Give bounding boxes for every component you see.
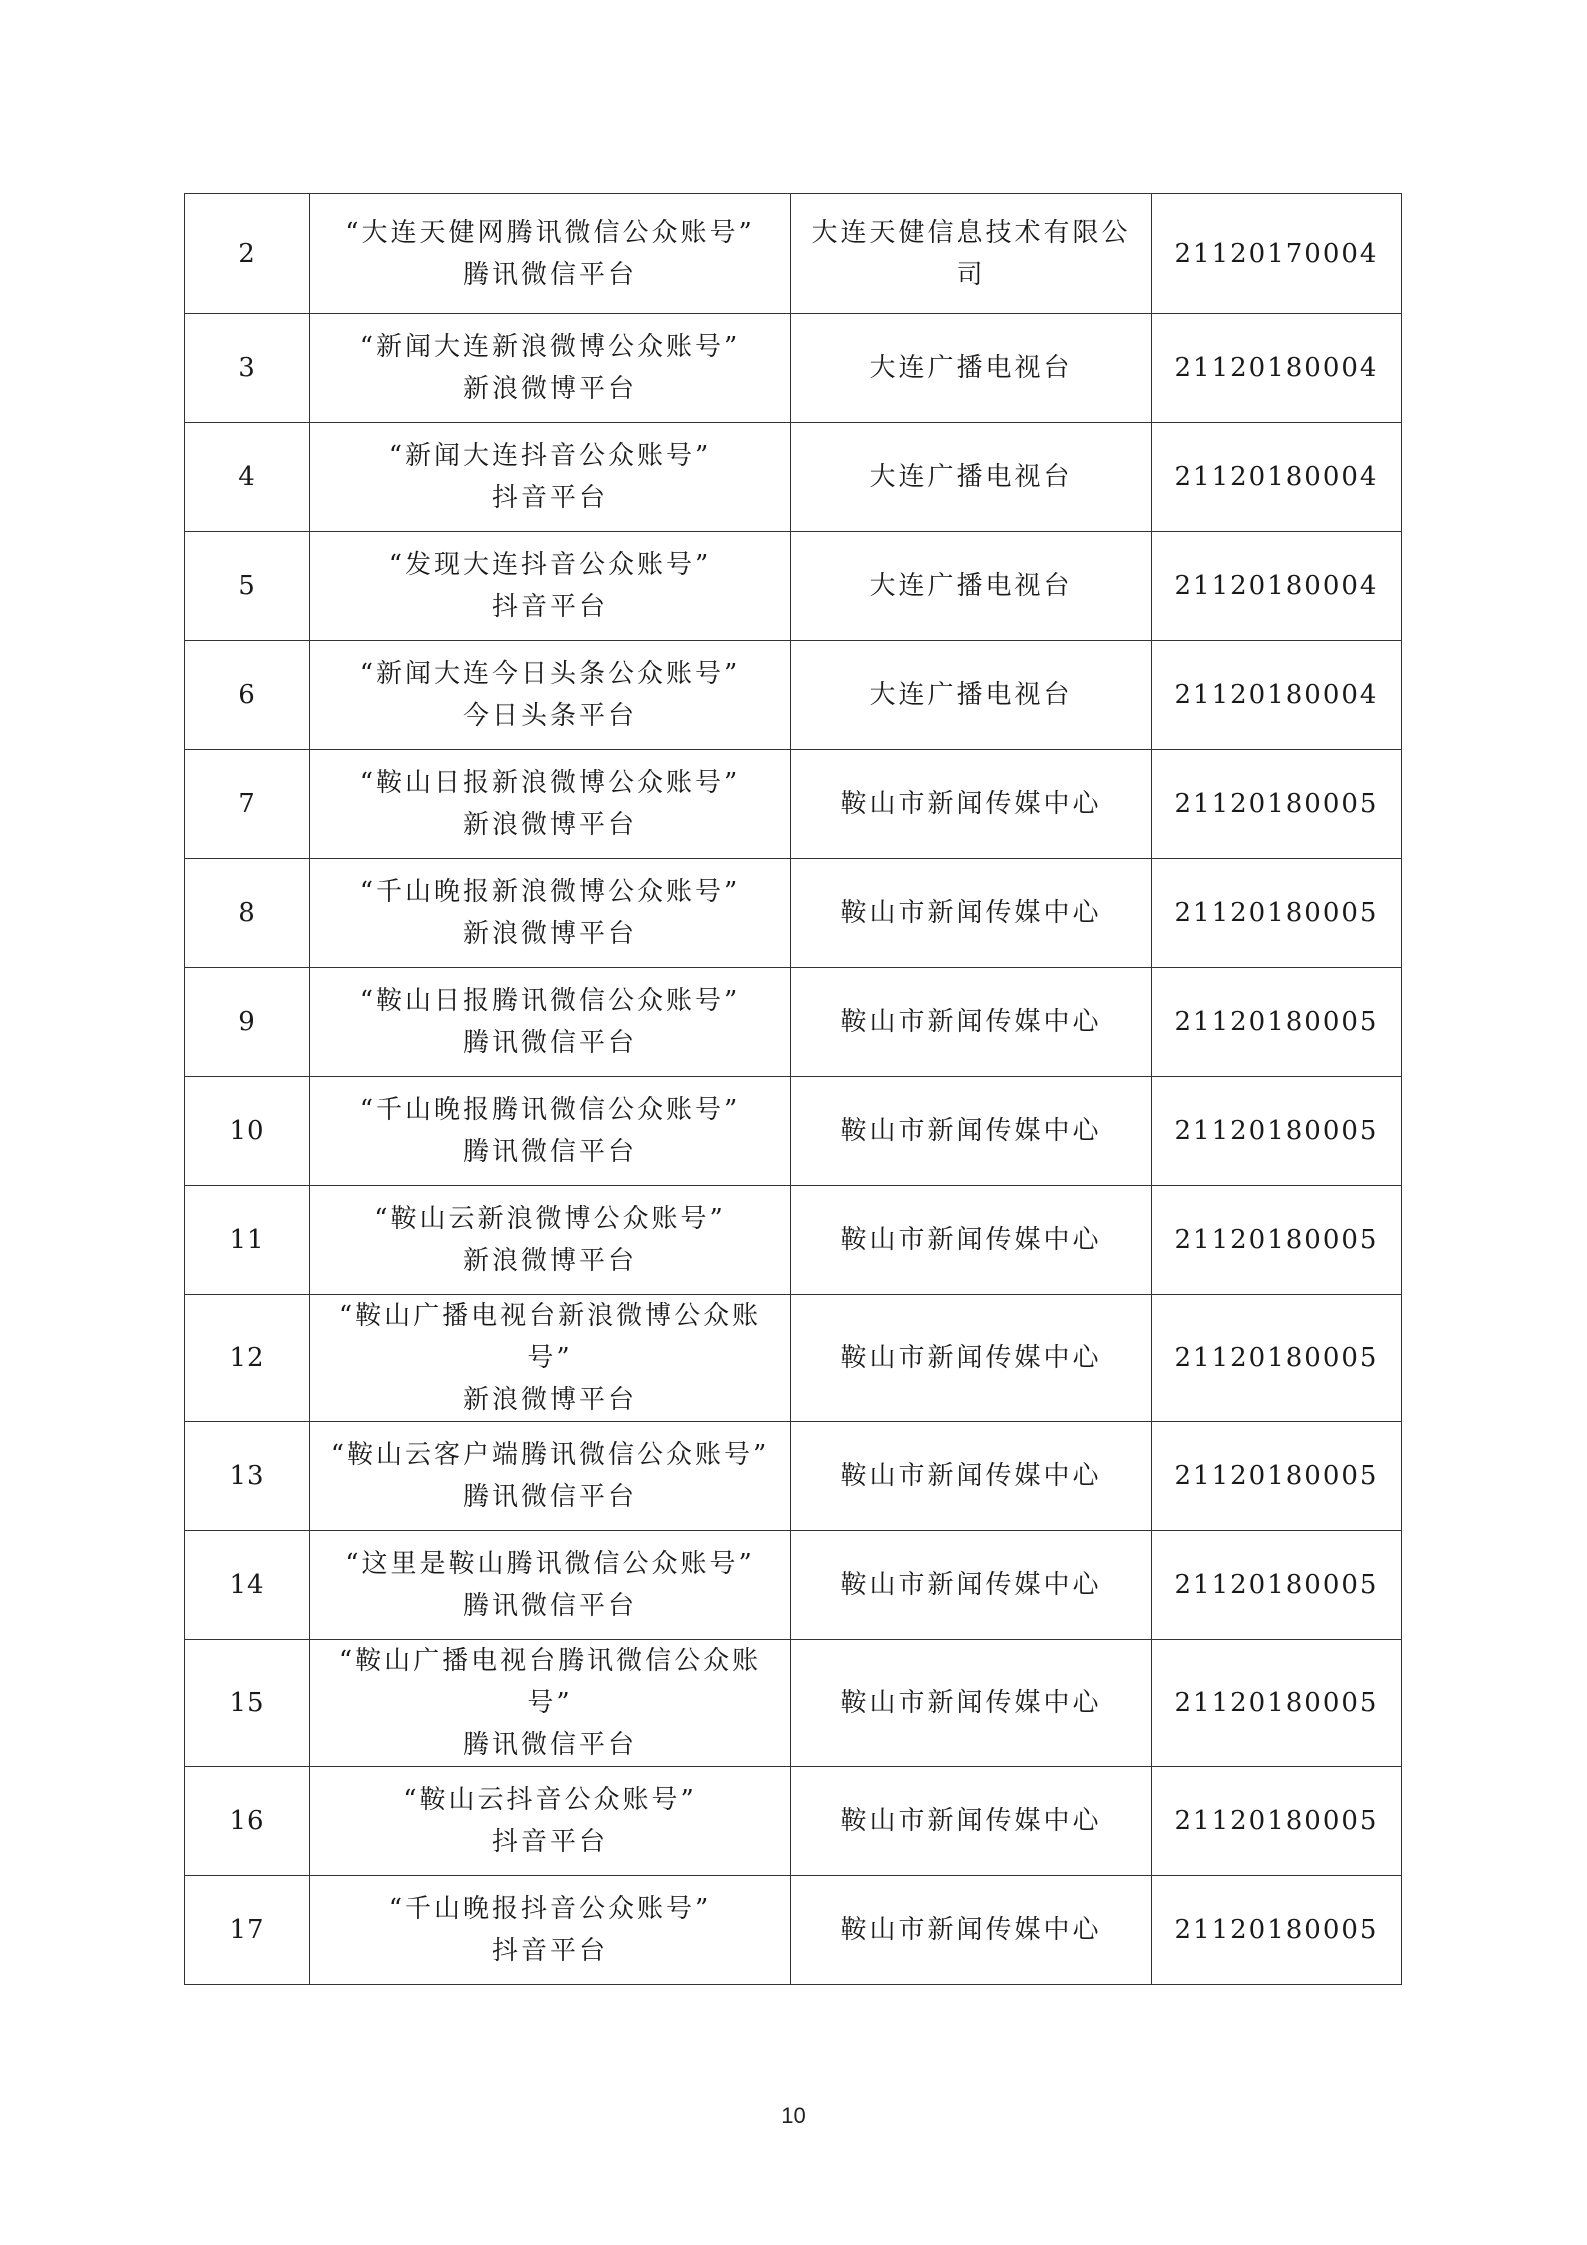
account-platform: 抖音平台 bbox=[491, 592, 608, 622]
organization-cell bbox=[791, 532, 1152, 641]
organization-cell bbox=[791, 1295, 1152, 1422]
account-name: “鞍山云新浪微博公众账号” bbox=[374, 1204, 726, 1234]
account-name: “千山晚报抖音公众账号” bbox=[388, 1894, 712, 1924]
account-platform: 抖音平台 bbox=[491, 483, 608, 513]
organization-name: 鞍山市新闻传媒中心 bbox=[840, 789, 1102, 819]
row-number-cell: 17 bbox=[185, 1876, 310, 1985]
registration-code-cell: 21120180005 bbox=[1152, 859, 1402, 968]
account-name: “千山晚报腾讯微信公众账号” bbox=[359, 1095, 741, 1125]
table-row bbox=[185, 1640, 1402, 1767]
row-number-cell: 6 bbox=[185, 641, 310, 750]
table-row bbox=[185, 314, 1402, 423]
account-name: “鞍山日报新浪微博公众账号” bbox=[359, 768, 741, 798]
organization-name: 大连广播电视台 bbox=[869, 462, 1073, 492]
organization-cell bbox=[791, 1422, 1152, 1531]
registration-code-cell: 21120180004 bbox=[1152, 641, 1402, 750]
account-name-continued: 号” bbox=[527, 1688, 573, 1718]
organization-name: 鞍山市新闻传媒中心 bbox=[840, 1915, 1102, 1945]
registration-code-cell: 21120180005 bbox=[1152, 1077, 1402, 1186]
organization-cell bbox=[791, 1077, 1152, 1186]
organization-cell bbox=[791, 1640, 1152, 1767]
account-name-continued: 号” bbox=[527, 1343, 573, 1373]
registration-code-cell: 21120180005 bbox=[1152, 1422, 1402, 1531]
organization-name: 鞍山市新闻传媒中心 bbox=[840, 1461, 1102, 1491]
registration-code-cell: 21120180004 bbox=[1152, 423, 1402, 532]
table-row bbox=[185, 532, 1402, 641]
organization-name: 鞍山市新闻传媒中心 bbox=[840, 1225, 1102, 1255]
registration-code-cell: 21120180004 bbox=[1152, 314, 1402, 423]
account-name-cell bbox=[310, 1531, 791, 1640]
registration-code-cell: 21120180005 bbox=[1152, 1640, 1402, 1767]
organization-cell bbox=[791, 859, 1152, 968]
account-name: “新闻大连新浪微博公众账号” bbox=[359, 332, 741, 362]
row-number-cell: 14 bbox=[185, 1531, 310, 1640]
organization-cell bbox=[791, 1876, 1152, 1985]
row-number-cell: 13 bbox=[185, 1422, 310, 1531]
account-name-cell bbox=[310, 1640, 791, 1767]
account-name-cell bbox=[310, 532, 791, 641]
row-number-cell: 16 bbox=[185, 1767, 310, 1876]
table-row bbox=[185, 423, 1402, 532]
organization-name: 大连广播电视台 bbox=[869, 680, 1073, 710]
account-platform: 腾讯微信平台 bbox=[462, 1028, 637, 1058]
table-row bbox=[185, 1422, 1402, 1531]
organization-cell bbox=[791, 968, 1152, 1077]
account-platform: 抖音平台 bbox=[491, 1827, 608, 1857]
organization-cell bbox=[791, 423, 1152, 532]
row-number-cell: 3 bbox=[185, 314, 310, 423]
organization-name: 鞍山市新闻传媒中心 bbox=[840, 1007, 1102, 1037]
organization-cell bbox=[791, 314, 1152, 423]
organization-name: 鞍山市新闻传媒中心 bbox=[840, 1570, 1102, 1600]
account-name-cell bbox=[310, 1422, 791, 1531]
table-row bbox=[185, 1531, 1402, 1640]
registration-table bbox=[184, 193, 1402, 1985]
organization-name: 鞍山市新闻传媒中心 bbox=[840, 1806, 1102, 1836]
organization-name: 鞍山市新闻传媒中心 bbox=[840, 898, 1102, 928]
registration-code-cell: 21120180005 bbox=[1152, 1295, 1402, 1422]
account-platform: 腾讯微信平台 bbox=[462, 259, 637, 290]
account-name: “鞍山广播电视台新浪微博公众账 bbox=[338, 1301, 762, 1331]
account-name-cell bbox=[310, 968, 791, 1077]
organization-name: 大连广播电视台 bbox=[869, 571, 1073, 601]
account-name: “鞍山云抖音公众账号” bbox=[403, 1785, 697, 1815]
account-platform: 新浪微博平台 bbox=[462, 1246, 637, 1276]
account-name: “千山晚报新浪微博公众账号” bbox=[359, 877, 741, 907]
account-name: “鞍山广播电视台腾讯微信公众账 bbox=[338, 1646, 762, 1676]
account-platform: 今日头条平台 bbox=[462, 701, 637, 731]
row-number-cell: 11 bbox=[185, 1186, 310, 1295]
account-platform: 抖音平台 bbox=[491, 1936, 608, 1966]
organization-name: 大连天健信息技术有限公 bbox=[811, 217, 1131, 248]
registration-code-cell: 21120170004 bbox=[1152, 194, 1402, 314]
account-platform: 腾讯微信平台 bbox=[462, 1482, 637, 1512]
row-number-cell: 10 bbox=[185, 1077, 310, 1186]
account-name: “鞍山日报腾讯微信公众账号” bbox=[359, 986, 741, 1016]
account-platform: 腾讯微信平台 bbox=[462, 1137, 637, 1167]
organization-cell bbox=[791, 750, 1152, 859]
account-platform: 新浪微博平台 bbox=[462, 919, 637, 949]
table-row bbox=[185, 750, 1402, 859]
account-platform: 新浪微博平台 bbox=[462, 374, 637, 404]
organization-cell bbox=[791, 641, 1152, 750]
table-row bbox=[185, 1295, 1402, 1422]
account-name-cell bbox=[310, 859, 791, 968]
account-name-cell bbox=[310, 750, 791, 859]
organization-name-continued: 司 bbox=[956, 259, 986, 290]
row-number-cell: 5 bbox=[185, 532, 310, 641]
account-name-cell bbox=[310, 194, 791, 314]
organization-name: 大连广播电视台 bbox=[869, 353, 1073, 383]
account-name-cell bbox=[310, 641, 791, 750]
organization-name: 鞍山市新闻传媒中心 bbox=[840, 1116, 1102, 1146]
account-name: “新闻大连抖音公众账号” bbox=[388, 441, 712, 471]
registration-code-cell: 21120180005 bbox=[1152, 1767, 1402, 1876]
row-number-cell: 9 bbox=[185, 968, 310, 1077]
account-name: “鞍山云客户端腾讯微信公众账号” bbox=[330, 1440, 770, 1470]
organization-name: 鞍山市新闻传媒中心 bbox=[840, 1688, 1102, 1718]
account-name-cell bbox=[310, 1077, 791, 1186]
account-name-cell bbox=[310, 423, 791, 532]
account-name-cell bbox=[310, 1186, 791, 1295]
row-number-cell: 7 bbox=[185, 750, 310, 859]
account-name: “发现大连抖音公众账号” bbox=[388, 550, 712, 580]
organization-name: 鞍山市新闻传媒中心 bbox=[840, 1343, 1102, 1373]
table-row bbox=[185, 1767, 1402, 1876]
account-name-cell bbox=[310, 314, 791, 423]
row-number-cell: 2 bbox=[185, 194, 310, 314]
row-number-cell: 4 bbox=[185, 423, 310, 532]
table-row bbox=[185, 859, 1402, 968]
table-body bbox=[185, 194, 1402, 1985]
registration-code-cell: 21120180005 bbox=[1152, 1186, 1402, 1295]
registration-code-cell: 21120180005 bbox=[1152, 1531, 1402, 1640]
account-name: “新闻大连今日头条公众账号” bbox=[359, 659, 741, 689]
row-number-cell: 8 bbox=[185, 859, 310, 968]
registration-code-cell: 21120180005 bbox=[1152, 968, 1402, 1077]
table-row bbox=[185, 1077, 1402, 1186]
account-name-cell bbox=[310, 1295, 791, 1422]
organization-cell bbox=[791, 1531, 1152, 1640]
row-number-cell: 15 bbox=[185, 1640, 310, 1767]
registration-code-cell: 21120180004 bbox=[1152, 532, 1402, 641]
page-number: 10 bbox=[781, 2103, 806, 2128]
organization-cell bbox=[791, 194, 1152, 314]
registration-code-cell: 21120180005 bbox=[1152, 750, 1402, 859]
account-name: “这里是鞍山腾讯微信公众账号” bbox=[345, 1549, 755, 1579]
account-name-cell bbox=[310, 1767, 791, 1876]
account-name: “大连天健网腾讯微信公众账号” bbox=[345, 217, 755, 248]
table-row bbox=[185, 1876, 1402, 1985]
account-platform: 新浪微博平台 bbox=[462, 1385, 637, 1415]
account-platform: 腾讯微信平台 bbox=[462, 1591, 637, 1621]
table-row bbox=[185, 968, 1402, 1077]
table-row bbox=[185, 1186, 1402, 1295]
table-row bbox=[185, 641, 1402, 750]
organization-cell bbox=[791, 1186, 1152, 1295]
registration-code-cell: 21120180005 bbox=[1152, 1876, 1402, 1985]
organization-cell bbox=[791, 1767, 1152, 1876]
account-platform: 新浪微博平台 bbox=[462, 810, 637, 840]
row-number-cell: 12 bbox=[185, 1295, 310, 1422]
table-row bbox=[185, 194, 1402, 314]
account-name-cell bbox=[310, 1876, 791, 1985]
account-platform: 腾讯微信平台 bbox=[462, 1730, 637, 1760]
